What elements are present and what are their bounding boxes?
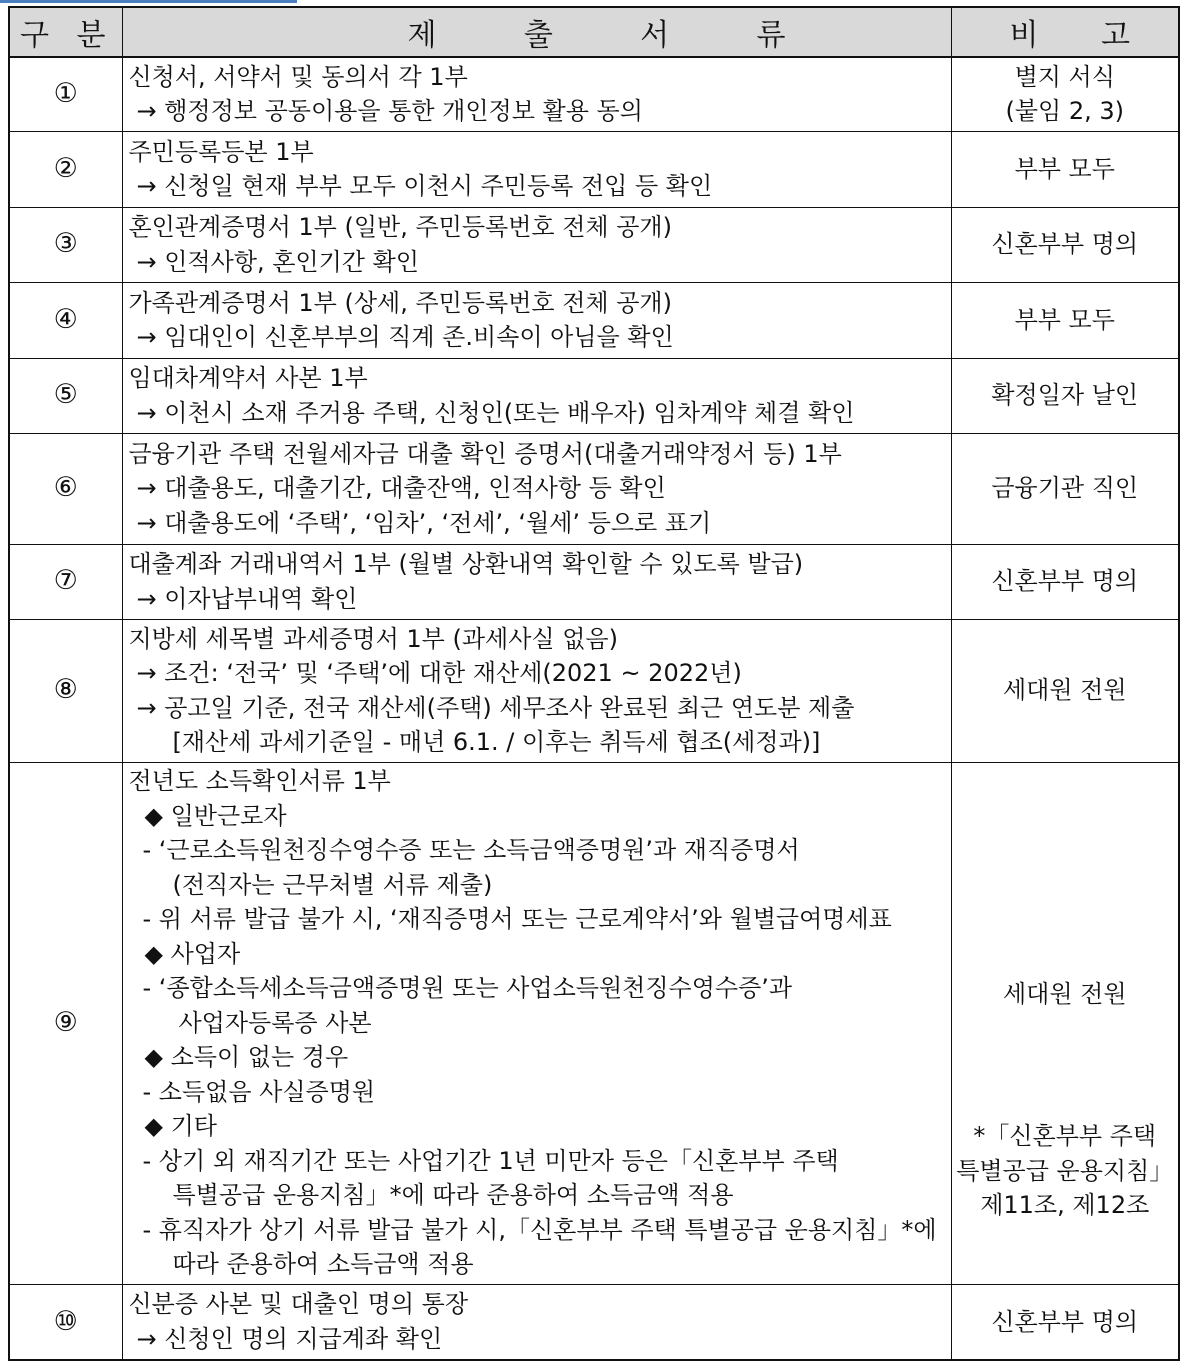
top-accent-line xyxy=(0,0,297,3)
row-number: ⑩ xyxy=(9,1284,122,1360)
table-row xyxy=(9,1284,1179,1360)
row-number: ⑥ xyxy=(9,433,122,544)
row-remark: 세대원 전원 xyxy=(951,619,1179,762)
table-row xyxy=(9,131,1179,207)
row-number: ④ xyxy=(9,282,122,358)
row-content: 대출계좌 거래내역서 1부 (월별 상환내역 확인할 수 있도록 발급) → 이자납부내역 확인 xyxy=(122,544,951,619)
row-number: ⑨ xyxy=(9,762,122,1284)
row-content: 신분증 사본 및 대출인 명의 통장 → 신청인 명의 지급계좌 확인 xyxy=(122,1284,951,1360)
guideline-note: *「신혼부부 주택 xyxy=(973,1122,1157,1150)
row-content: 전년도 소득확인서류 1부 ◆ 일반근로자 - ‘근로소득원천징수영수증 또는 소득금액증명원’과 재직증명서 (전직자는 근무처별 서류 제출) - 위 서류 발급 불가 시, ‘재직증명서 또는 근로계약서’와 월별급여명세표 ◆ 사업자 - ‘종합소득세소득금액증명원 또는 사업소득원천징수영수증’과 사업자등록증 사본 ◆ 소득이 없는 경우 - 소득없음 사실증명원 ◆ 기타 - 상기 외 재직기간 또는 사업기간 1년 미만자 등은「신혼부부 주택 특별공급 운용지침」*에 따라 준용하여 소득금액 적용 - 휴직자가 상기 서류 발급 불가 시,「신혼부부 주택 특별공급 운용지침」*에 따라 준용하여 소득금액 적용 xyxy=(122,762,951,1284)
table-row xyxy=(9,544,1179,619)
row-number: ① xyxy=(9,57,122,131)
row-content: 주민등록등본 1부 → 신청일 현재 부부 모두 이천시 주민등록 전입 등 확인 xyxy=(122,131,951,207)
row-remark: 신혼부부 명의 xyxy=(951,207,1179,282)
row-remark: 신혼부부 명의 xyxy=(951,544,1179,619)
row-number: ⑦ xyxy=(9,544,122,619)
table-row xyxy=(9,358,1179,433)
row-content: 가족관계증명서 1부 (상세, 주민등록번호 전체 공개) → 임대인이 신혼부부의 직계 존.비속이 아님을 확인 xyxy=(122,282,951,358)
row-content: 금융기관 주택 전월세자금 대출 확인 증명서(대출거래약정서 등) 1부 → 대출용도, 대출기간, 대출잔액, 인적사항 등 확인 → 대출용도에 ‘주택’, ‘임차’, ‘전세’, ‘월세’ 등으로 표기 xyxy=(122,433,951,544)
row-content: 혼인관계증명서 1부 (일반, 주민등록번호 전체 공개) → 인적사항, 혼인기간 확인 xyxy=(122,207,951,282)
table-row xyxy=(9,57,1179,131)
table-row xyxy=(9,619,1179,762)
row-number: ⑧ xyxy=(9,619,122,762)
table-row xyxy=(9,207,1179,282)
row-remark: 확정일자 날인 xyxy=(951,358,1179,433)
row-number: ② xyxy=(9,131,122,207)
row-remark: 별지 서식 (붙임 2, 3) xyxy=(951,57,1179,131)
row-content: 신청서, 서약서 및 동의서 각 1부 → 행정정보 공동이용을 통한 개인정보 활용 동의 xyxy=(122,57,951,131)
row-remark: 금융기관 직인 xyxy=(951,433,1179,544)
row-number: ⑤ xyxy=(9,358,122,433)
table-row xyxy=(9,762,1179,1284)
row-remark: 부부 모두 xyxy=(951,131,1179,207)
table-row xyxy=(9,433,1179,544)
document-submission-table xyxy=(8,6,1180,1361)
header-category: 구 분 xyxy=(9,7,122,57)
row-content: 임대차계약서 사본 1부 → 이천시 소재 주거용 주택, 신청인(또는 배우자) 임차계약 체결 확인 xyxy=(122,358,951,433)
row-content: 지방세 세목별 과세증명서 1부 (과세사실 없음) → 조건: ‘전국’ 및 ‘주택’에 대한 재산세(2021 ~ 2022년) → 공고일 기준, 전국 재산세(주택) 세무조사 완료된 최근 연도분 제출 [재산세 과세기준일 - 매년 6.1. / 이후는 취득세 협조(세정과)] xyxy=(122,619,951,762)
row-remark: 세대원 전원 *「신혼부부 주택 특별공급 운용지침」 제11조, 제12조 xyxy=(951,762,1179,1284)
table-row xyxy=(9,282,1179,358)
header-remarks: 비 고 xyxy=(951,7,1179,57)
header-documents: 제 출 서 류 xyxy=(122,7,951,57)
row-remark: 부부 모두 xyxy=(951,282,1179,358)
row-number: ③ xyxy=(9,207,122,282)
header-row xyxy=(9,7,1179,57)
row-remark: 신혼부부 명의 xyxy=(951,1284,1179,1360)
